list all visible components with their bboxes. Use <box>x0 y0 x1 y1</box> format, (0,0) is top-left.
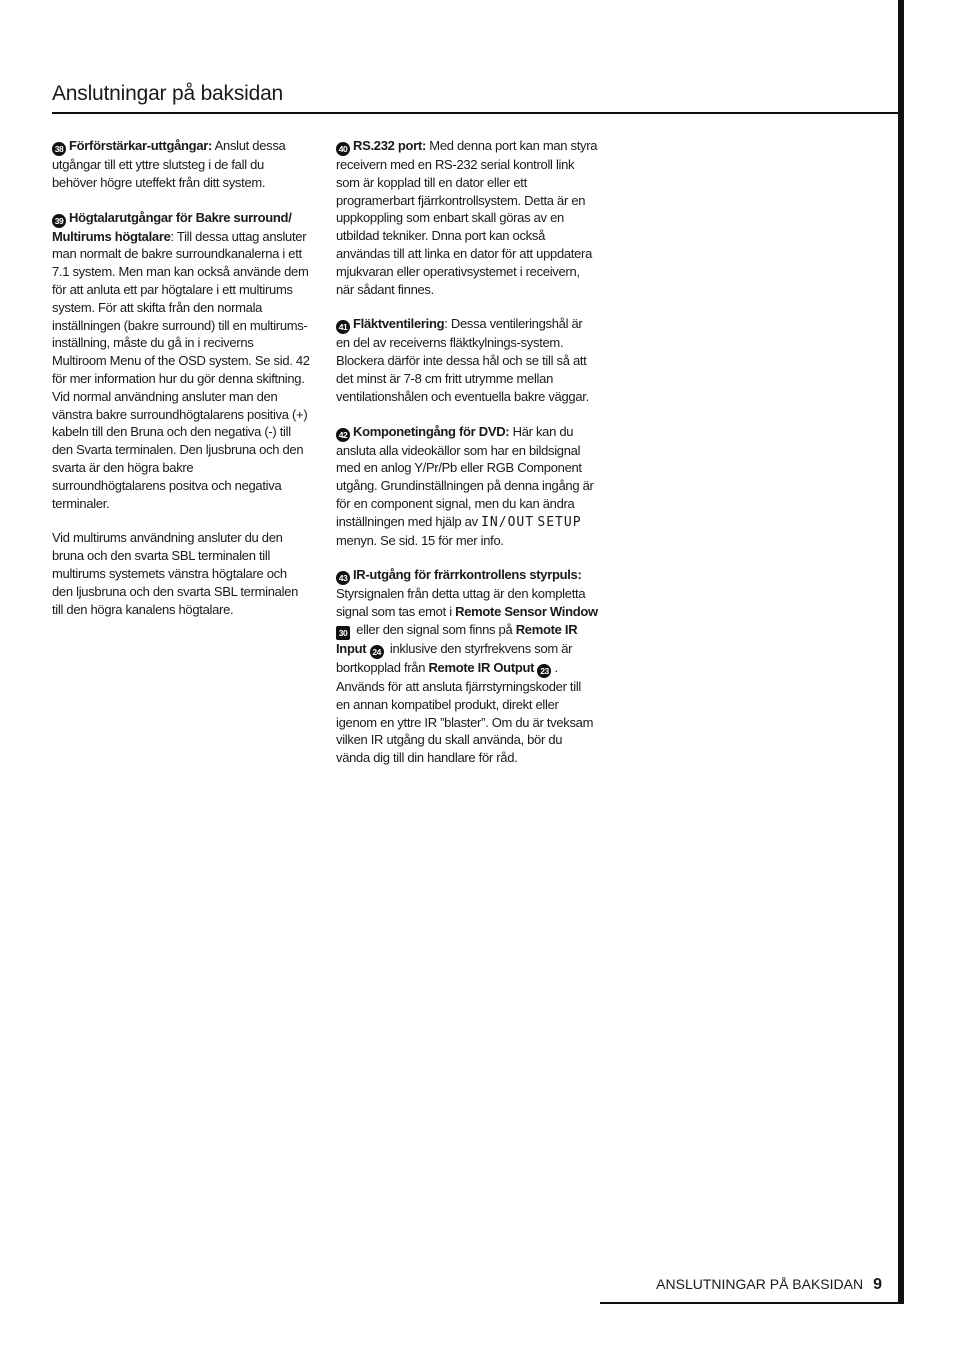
ref-number-badge: 24 <box>370 645 384 659</box>
page-number: 9 <box>873 1276 882 1293</box>
item-number-badge: 40 <box>336 142 350 156</box>
item-text: . Används för att ansluta fjärrstyrningskoder till en annan kompatibel produkt, direkt eller igenom en yttre IR ”blaster”. Om du är tveksam vilken IR utgång du skall använda, bör du vända dig till din handlare för råd. <box>336 659 594 766</box>
item-43-ir-output <box>336 566 598 767</box>
multiroom-paragraph: Vid multirums användning ansluter du den bruna och den svarta SBL terminalen till multirums systemets vänstra högtalare och den ljusbruna och den svarta SBL terminalen till den högra kanalens högtalare. <box>52 530 299 617</box>
item-text-end: menyn. Se sid. 15 för mer info. <box>336 532 504 548</box>
item-39-speaker-outputs <box>52 209 310 513</box>
item-38-preamp-outputs <box>52 137 310 192</box>
item-text: Styrsignalen från detta uttag är den kompletta signal som tas emot i <box>336 586 586 620</box>
item-number-badge: 42 <box>336 428 350 442</box>
footer-section-title: ANSLUTNINGAR PÅ BAKSIDAN <box>656 1276 864 1292</box>
item-text: : Dessa ventileringshål är en del av receiverns fläktkylnings-system. Blockera därför inte dessa hål och se till så att det minst är 7-8 cm fritt utrymme mellan ventilationshålen och eventuella bakre väggar. <box>336 316 589 404</box>
item-number-badge: 39 <box>52 214 66 228</box>
item-text: Här kan du ansluta alla videokällor som har en bildsignal med en anlog Y/Pr/Pb eller RGB Component utgång. Grundinställningen på denna ingång är för en component signal, men du kan ändra inställningen med hjälp av <box>336 423 594 529</box>
menu-label-in-out: IN/OUT <box>481 514 535 530</box>
item-number-badge: 43 <box>336 571 350 585</box>
page-footer <box>656 1276 882 1294</box>
item-text: Med denna port kan man styra receivern med en RS-232 serial kontroll link som är kopplad till en dator eller ett programerbart fjärrkontrollsystem. Detta är en uppkoppling som enbart skall göras av en utbildad tekniker. Dnna port kan också användas till att linka en dator för att uppdatera mjukvaran eller operativsystemet i receivern, när sådant finnes. <box>336 138 598 297</box>
item-41-fan-ventilation <box>336 315 598 405</box>
item-heading: Förförstärkar-uttgångar: <box>69 138 213 153</box>
footer-rule <box>600 1302 904 1304</box>
item-text: inklusive den styrfrekvens som är bortkopplad från <box>336 640 573 675</box>
item-heading: IR-utgång för frärrkontrollens styrpuls: <box>353 567 582 583</box>
item-40-rs232-port <box>336 137 598 298</box>
item-heading: RS.232 port: <box>353 138 426 153</box>
ref-number-badge: 23 <box>537 664 551 678</box>
left-column <box>52 137 310 635</box>
ref-number-badge: 30 <box>336 626 350 640</box>
item-text: eller den signal som finns på <box>353 621 516 637</box>
item-42-dvd-component-input <box>336 423 598 550</box>
ref-remote-ir-input: Remote IR Input <box>336 621 578 656</box>
item-text: : Till dessa uttag ansluter man normalt de bakre surroundkanalerna i ett 7.1 system. Men man kan också använde dem för att anluta ett par högtalare i ett multirums system. För att skifta från den normala inställningen (bakre surround) till en multirums-inställning, måste du gå in i reciverns Multiroom Menu of the OSD system. Se sid. 42 för mer information hur du gör denna skiftning. Vid normal användning ansluter man den vänstra bakre surroundhögtalarens positiva (+) kabeln till den Bruna och den negativa (-) till den Svarta terminalen. Den ljusbruna och den svarta är den högra bakre surroundhögtalarens positva och negativa terminaler. <box>52 228 310 511</box>
item-number-badge: 41 <box>336 320 350 334</box>
right-vertical-rule <box>898 0 904 1304</box>
menu-label-setup: SETUP <box>537 514 582 530</box>
item-text: Anslut dessa utgångar till ett yttre slutsteg i de fall du behöver högre uteffekt från ditt system. <box>52 138 286 190</box>
item-heading: Komponetingång för DVD: <box>353 423 510 439</box>
item-heading: Fläktventilering <box>353 316 445 332</box>
title-rule <box>52 112 904 114</box>
page-title: Anslutningar på baksidan <box>52 82 284 105</box>
item-number-badge: 38 <box>52 142 66 156</box>
right-column <box>336 137 598 784</box>
item-heading: Högtalarutgångar för Bakre surround/ Multirums högtalare <box>52 209 292 244</box>
ref-remote-sensor-window: Remote Sensor Window <box>455 604 598 620</box>
ref-remote-ir-output: Remote IR Output <box>428 659 535 675</box>
